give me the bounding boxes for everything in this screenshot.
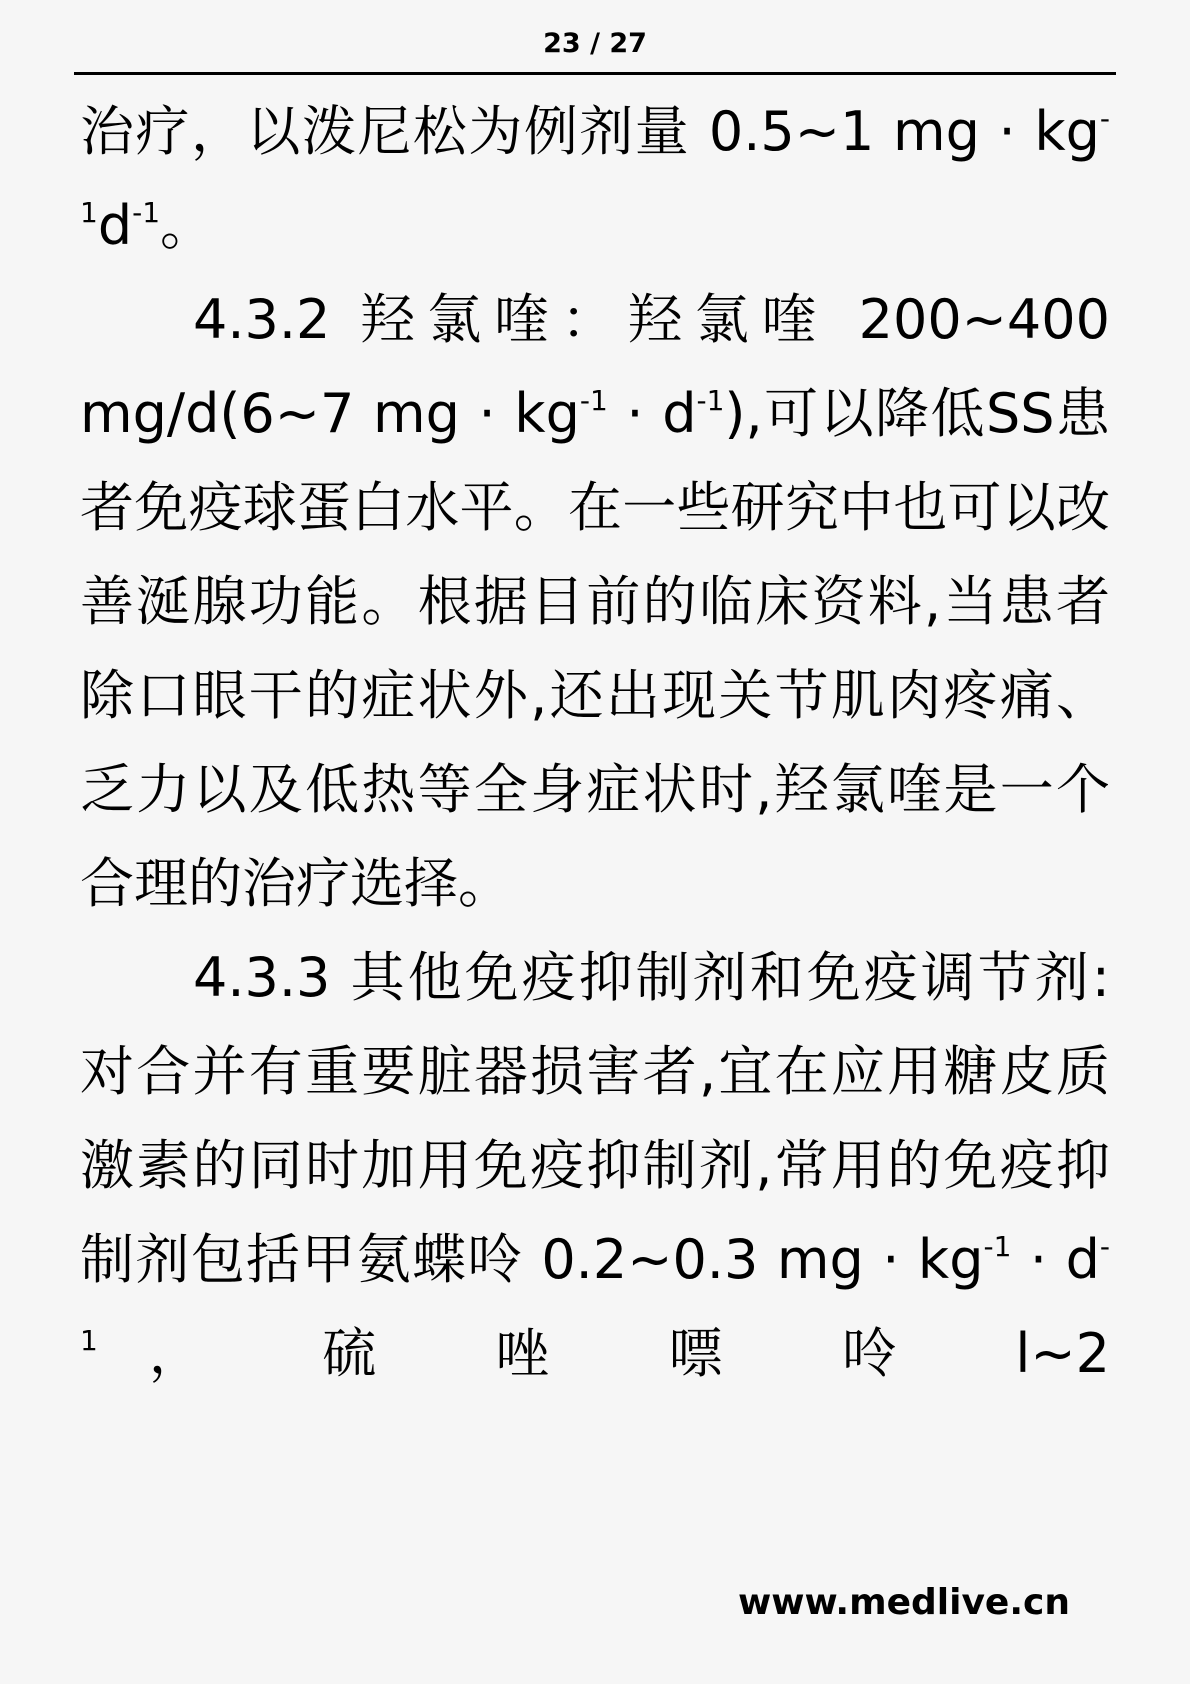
- superscript: -1: [983, 1230, 1012, 1263]
- paragraph-text: ),可以降低SS患者免疫球蛋白水平。在一些研究中也可以改善涎腺功能。根据目前的临床资料,当患者除口眼干的症状外,还出现关节肌肉疼痛、乏力以及低热等全身症状时,羟氯喹是一个合理的治疗选择。: [80, 382, 1110, 915]
- paragraph-text: 。: [160, 194, 215, 257]
- paragraph-hydroxychloroquine: [80, 273, 1110, 931]
- paragraph-text: · d: [1011, 1228, 1100, 1291]
- paragraph-text: ， 硫 唑 嘌 呤 l~2: [97, 1322, 1110, 1385]
- page-number: 23 / 27: [74, 22, 1116, 75]
- paragraph-immunosuppressants: [80, 931, 1110, 1401]
- paragraph-text: d: [97, 194, 133, 257]
- paragraph-text: 治疗，以泼尼松为例剂量 0.5~1 mg · kg: [80, 100, 1100, 163]
- superscript: -1: [80, 102, 1110, 229]
- paragraph-text: 4.3.3 其他免疫抑制剂和免疫调节剂:对合并有重要脏器损害者,宜在应用糖皮质激素的同时加用免疫抑制剂,常用的免疫抑制剂包括甲氨蝶呤 0.2~0.3 mg · kg: [80, 946, 1110, 1291]
- footer-url[interactable]: www.medlive.cn: [737, 1582, 1070, 1623]
- paragraph-text: · d: [607, 382, 697, 445]
- document-body: [80, 85, 1110, 1401]
- superscript: -1: [579, 384, 608, 417]
- paragraph-prednisone: [80, 85, 1110, 273]
- paragraph-text: 4.3.2 羟氯喹：羟氯喹 200~400 mg/d(6~7 mg · kg: [80, 288, 1110, 445]
- superscript: -1: [132, 196, 161, 229]
- superscript: -1: [80, 1230, 1110, 1357]
- superscript: -1: [696, 384, 725, 417]
